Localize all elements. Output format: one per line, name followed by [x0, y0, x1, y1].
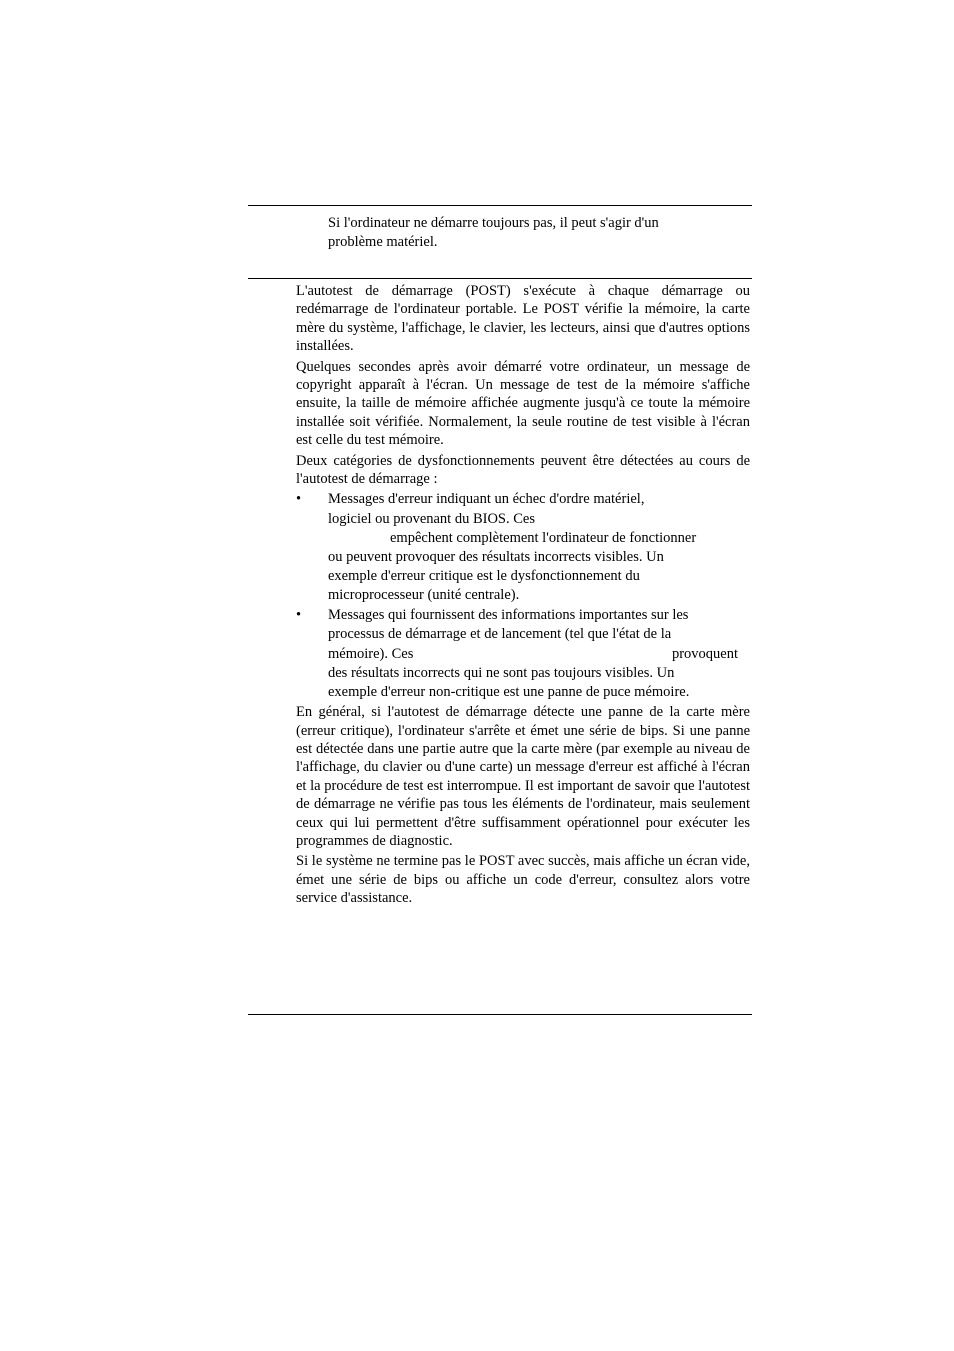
list-line: logiciel ou provenant du BIOS. Ces [328, 510, 536, 527]
list-line: empêchent complètement l'ordinateur de fonctionner [390, 529, 697, 546]
list-item-critical [296, 490, 750, 605]
intro-line: Si l'ordinateur ne démarre toujours pas, il peut s'agir d'un [328, 215, 659, 231]
paragraph: L'autotest de démarrage (POST) s'exécute à chaque démarrage ou redémarrage de l'ordinateur portable. Le POST vérifie la mémoire, la carte mère du système, l'affichage, le clavier, les lecteurs, ainsi que d'autres options installées. [296, 283, 750, 355]
bottom-rule [248, 1014, 752, 1015]
bullet-icon: • [296, 491, 302, 508]
error-types-list [296, 490, 750, 702]
list-item-non-critical [296, 606, 750, 702]
paragraph: Quelques secondes après avoir démarré votre ordinateur, un message de copyright apparaît à l'écran. Un message de test de la mémoire s'affiche ensuite, la taille de mémoire affichée augmente jusqu'à ce toute la mémoire installée soit vérifiée. Normalement, la seule routine de test visible à l'écran est celle du test mémoire. [296, 358, 750, 449]
top-rule [248, 205, 752, 206]
paragraph: Deux catégories de dysfonctionnements peuvent être détectées au cours de l'autotest de démarrage : [296, 452, 750, 488]
list-line: ou peuvent provoquer des résultats incorrects visibles. Un [328, 549, 664, 566]
paragraph: En général, si l'autotest de démarrage détecte une panne de la carte mère (erreur critique), l'ordinateur s'arrête et émet une série de bips. Si une panne est détectée dans une partie autre que la carte mère (par exemple au niveau de l'affichage, du clavier ou d'une carte) un message d'erreur est affiché à l'écran et la procédure de test est interrompue. Il est important de savoir que l'autotest de démarrage ne vérifie pas tous les éléments de l'ordinateur, mais seulement ceux qui lui permettent d'être suffisamment opérationnel pour exécuter les programmes de diagnostic. [296, 704, 750, 850]
intro-note [328, 214, 708, 251]
body-text [296, 282, 750, 910]
list-line: Messages d'erreur indiquant un échec d'ordre matériel, [328, 491, 645, 508]
list-fragment: mémoire). Ces [328, 645, 414, 662]
list-line: exemple d'erreur critique est le dysfonctionnement du [328, 568, 640, 585]
list-line: processus de démarrage et de lancement (tel que l'état de la [328, 626, 672, 643]
list-line: microprocesseur (unité centrale). [328, 587, 520, 604]
list-line: exemple d'erreur non-critique est une panne de puce mémoire. [328, 684, 690, 700]
paragraph: Si le système ne termine pas le POST avec succès, mais affiche un écran vide, émet une série de bips ou affiche un code d'erreur, consultez alors votre service d'assistance. [296, 853, 750, 907]
intro-line: problème matériel. [328, 233, 438, 250]
list-line: Messages qui fournissent des informations importantes sur les [328, 607, 689, 624]
section-rule [248, 278, 752, 279]
list-line: des résultats incorrects qui ne sont pas toujours visibles. Un [328, 664, 675, 681]
list-line-split [328, 645, 738, 664]
list-fragment: provoquent [671, 645, 738, 662]
bullet-icon: • [296, 607, 302, 624]
